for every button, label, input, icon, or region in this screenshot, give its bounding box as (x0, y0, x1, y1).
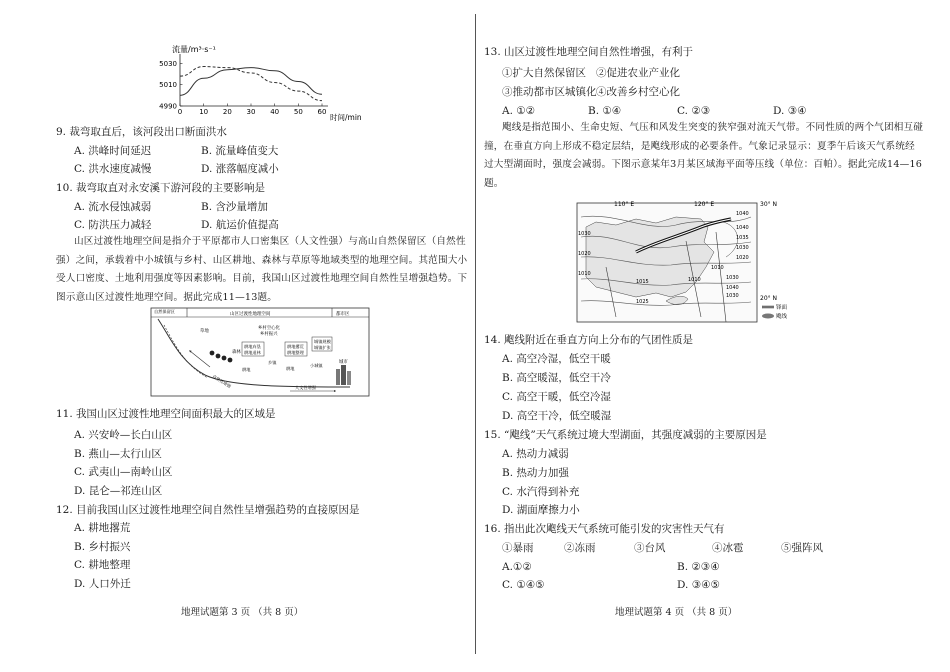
transition-space-diagram (150, 307, 370, 397)
q12-option-c[interactable]: C. 耕地整理 (74, 559, 131, 571)
label-farmland-1: 耕地 (242, 367, 251, 372)
flow-chart-svg (150, 40, 365, 125)
map-lon-110: 110° E (614, 201, 635, 208)
q10-option-a[interactable]: A. 流水侵蚀减弱 (74, 201, 152, 213)
q16-option-a[interactable]: A.①② (502, 561, 532, 573)
q16-stem: 16. 指出此次飑线天气系统可能引发的灾害性天气有 (484, 523, 725, 535)
q16-statement-4: ④冰雹 (712, 542, 744, 554)
q15-option-d[interactable]: D. 湖面摩擦力小 (502, 504, 580, 516)
isobar-label-2: 1030 (578, 231, 591, 237)
label-human-increase: 人文性增强 (295, 385, 316, 390)
q13-statement-1: ①扩大自然保留区 (502, 67, 586, 79)
label-hollowing: 乡村空心化 (258, 326, 280, 331)
isobar-label-1: 1040 (736, 211, 749, 217)
label-farmland-2: 耕地 (286, 366, 295, 371)
q16-option-d[interactable]: D. ③④⑤ (677, 579, 720, 591)
q16-statement-5: ⑤强阵风 (781, 542, 823, 554)
map-lat-30: 30° N (760, 201, 778, 208)
legend-squall-symbol (762, 314, 774, 319)
label-forest: 森林 (232, 350, 241, 355)
chart-ylabel: 流量/m³·s⁻¹ (172, 45, 216, 54)
page-3-footer: 地理试题第 3 页 （共 8 页） (181, 607, 304, 618)
chart-x-tick-label: 20 (222, 108, 232, 116)
chart-series (180, 67, 322, 101)
label-transition-space: 山区过渡性地理空间 (230, 312, 271, 317)
isobar-label-5: 1040 (736, 225, 749, 231)
q14-option-d[interactable]: D. 高空干冷，低空暖湿 (502, 410, 612, 422)
q12-stem: 12. 目前我国山区过渡性地理空间自然性呈增强趋势的直接原因是 (56, 504, 360, 516)
q16-statement-3: ③台风 (634, 542, 666, 554)
q16-statement-2: ②冻雨 (564, 542, 596, 554)
q13-stem: 13. 山区过渡性地理空间自然性增强，有利于 (484, 46, 694, 58)
q16-statement-1: ①暴雨 (502, 542, 534, 554)
chart-x-tick-label: 30 (246, 108, 256, 116)
q9-option-b[interactable]: B. 流量峰值变大 (201, 145, 279, 157)
q10-option-c[interactable]: C. 防洪压力减轻 (74, 219, 152, 231)
label-nature-increase: 自然性增强 (211, 373, 232, 389)
q14-option-c[interactable]: C. 高空干暖，低空冷湿 (502, 391, 611, 403)
q10-option-b[interactable]: B. 含沙量增加 (201, 201, 268, 213)
label-urban-expand: 城镇扩张 (314, 345, 331, 350)
passage-14-16: 飑线是指范围小、生命史短、气压和风发生突变的狭窄强对流天气带。不同性质的两个气团相互碰撞，在垂直方向上形成不稳定层结，是飑线形成的必要条件。气象记录显示：夏季午后该天气系统经过大型湖面时，强度会减弱。下图示意某年3月某区域海平面等压线（单位：百帕）。据此完成14—16题。 (484, 122, 924, 189)
page-4-column (476, 0, 950, 672)
chart-axes (159, 54, 328, 116)
q9-stem: 9. 裁弯取直后，该河段出口断面洪水 (56, 126, 227, 138)
isobar-label-11: 1015 (636, 279, 649, 285)
q13-option-a[interactable]: A. ①② (502, 105, 536, 117)
transition-diagram-svg (150, 307, 370, 397)
chart-x-tick-label: 40 (270, 108, 280, 116)
q14-option-a[interactable]: A. 高空冷湿，低空干暖 (502, 353, 611, 365)
isobar-label-9: 1010 (711, 265, 724, 271)
q15-option-a[interactable]: A. 热动力减弱 (502, 448, 569, 460)
label-urban-scale: 城镇规模 (314, 339, 331, 344)
q9-option-a[interactable]: A. 洪峰时间延迟 (74, 145, 152, 157)
passage-11-13: 山区过渡性地理空间是指介于平原都市人口密集区（人文性强）与高山自然保留区（自然性强）之间，承载着中小城镇与乡村、山区耕地、森林与草原等地域类型的地理空间。其范围大小受人口密度、土地利用强度等因素影响。目前，我国山区过渡性地理空间自然性呈增强趋势。下图示意山区过渡性地理空间。据此完成11—13题。 (56, 236, 468, 303)
q11-stem: 11. 我国山区过渡性地理空间面积最大的区域是 (56, 408, 276, 420)
q12-option-a[interactable]: A. 耕地撂荒 (74, 522, 131, 534)
q15-option-b[interactable]: B. 热动力加强 (502, 467, 569, 479)
label-nature-reserve: 自然保留区 (154, 309, 175, 314)
q15-stem: 15. “飑线”天气系统过境大型湖面，其强度减弱的主要原因是 (484, 429, 767, 441)
label-township: 乡镇 (268, 360, 277, 365)
isobar-label-6: 1035 (736, 235, 749, 241)
chart-x-tick-label: 10 (199, 108, 209, 116)
q13-statement-3: ③推动都市区城镇化 (502, 86, 597, 98)
chart-x-tick-label: 0 (177, 108, 183, 116)
q13-option-c[interactable]: C. ②③ (677, 105, 711, 117)
q10-stem: 10. 裁弯取直对永安溪下游河段的主要影响是 (56, 182, 266, 194)
q14-option-b[interactable]: B. 高空暖湿，低空干冷 (502, 372, 611, 384)
chart-y-tick-label: 5010 (159, 81, 177, 90)
q16-option-c[interactable]: C. ①④⑤ (502, 579, 545, 591)
label-farm-scatter: 耕地撂荒 (287, 344, 304, 349)
chart-y-tick-label: 4990 (159, 102, 177, 111)
q10-option-d[interactable]: D. 航运价值提高 (201, 219, 279, 231)
q11-option-d[interactable]: D. 昆仑—祁连山区 (74, 485, 163, 497)
q11-option-b[interactable]: B. 燕山—太行山区 (74, 448, 162, 460)
flow-chart (150, 40, 365, 125)
isobar-label-13: 1030 (726, 275, 739, 281)
chart-x-tick-label: 60 (317, 108, 327, 116)
isobar-label-10: 1010 (688, 277, 701, 283)
q13-statement-4: ④改善乡村空心化 (596, 86, 680, 98)
q12-option-d[interactable]: D. 人口外迁 (74, 578, 131, 590)
isobar-label-8: 1020 (736, 255, 749, 261)
isobar-map-svg (576, 197, 791, 327)
chart-y-tick-label: 5030 (159, 59, 177, 68)
chart-series-line-1 (180, 68, 322, 96)
isobar-label-3: 1020 (578, 251, 591, 257)
isobar-label-4: 1010 (578, 271, 591, 277)
label-urban-area: 都市区 (336, 312, 350, 317)
q13-option-d[interactable]: D. ③④ (773, 105, 807, 117)
q13-statement-2: ②促进农业产业化 (596, 67, 680, 79)
legend-front-label: 锋面 (776, 305, 788, 311)
isobar-map (576, 197, 791, 327)
q11-option-a[interactable]: A. 兴安岭—长白山区 (74, 429, 173, 441)
legend-squall-label: 飑线 (776, 314, 788, 320)
chart-series-line-2 (180, 67, 322, 101)
q9-option-d[interactable]: D. 涨落幅度减小 (201, 163, 279, 175)
q11-option-c[interactable]: C. 武夷山—南岭山区 (74, 466, 173, 478)
label-city: 城市 (339, 360, 348, 365)
label-small-town: 小城镇 (310, 363, 323, 368)
label-return-forest: 耕地退林 (244, 350, 261, 355)
q13-option-b[interactable]: B. ①④ (588, 105, 622, 117)
isobar-label-7: 1030 (736, 245, 749, 251)
q16-option-b[interactable]: B. ②③④ (677, 561, 720, 573)
q15-option-c[interactable]: C. 水汽得到补充 (502, 486, 580, 498)
map-lat-20: 20° N (760, 295, 778, 302)
label-revival: 乡村振兴 (260, 332, 278, 337)
map-lon-120: 120° E (694, 201, 715, 208)
label-grassland: 草地 (200, 329, 209, 334)
page-4-footer: 地理试题第 4 页 （共 8 页） (615, 607, 738, 618)
chart-x-tick-label: 50 (293, 108, 303, 116)
label-farm-abandon: 耕地弃垦 (244, 344, 261, 349)
q9-option-c[interactable]: C. 洪水速度减慢 (74, 163, 152, 175)
q14-stem: 14. 飑线附近在垂直方向上分布的气团性质是 (484, 334, 694, 346)
label-farm-consolidate: 耕地整理 (287, 350, 304, 355)
chart-xlabel: 时间/min (330, 113, 362, 122)
isobar-label-12: 1025 (636, 299, 649, 305)
isobar-label-15: 1030 (726, 293, 739, 299)
isobar-label-14: 1040 (726, 285, 739, 291)
q12-option-b[interactable]: B. 乡村振兴 (74, 541, 131, 553)
